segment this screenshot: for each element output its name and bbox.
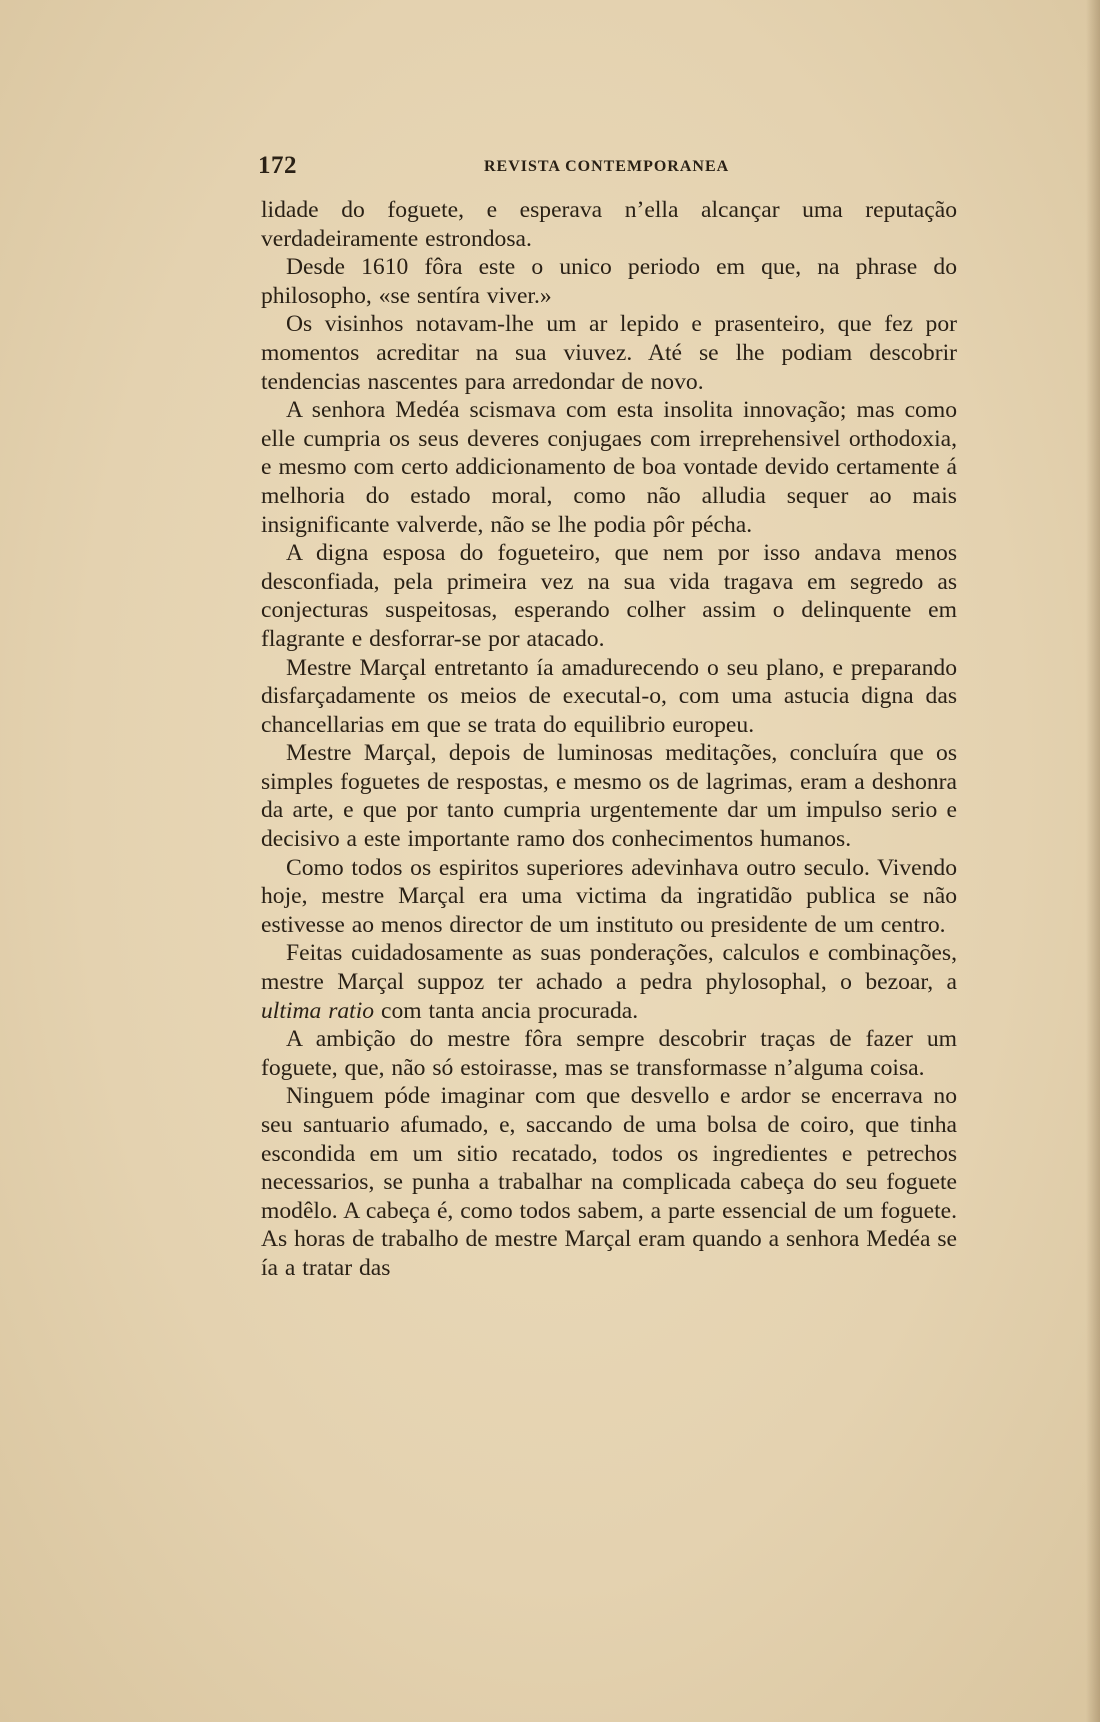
paragraph: Os visinhos notavam-lhe um ar lepido e prasenteiro, que fez por momentos acreditar na sua viuvez. Até se lhe podiam descobrir tendencias nascentes para arredondar de novo. [261, 311, 957, 395]
paragraph: Mestre Marçal entretanto ía amadurecendo o seu plano, e preparando disfarçadamente os meios de executal-o, com uma astucia digna das chancellarias em que se trata do equilibrio europeu. [261, 654, 957, 738]
italic-phrase: ultima ratio [261, 997, 375, 1024]
paragraph: Desde 1610 fôra este o unico periodo em que, na phrase do philosopho, «se sentíra viver.» [261, 254, 957, 309]
running-title: REVISTA CONTEMPORANEA [484, 158, 730, 175]
page-header [258, 152, 958, 182]
paragraph: A digna esposa do fogueteiro, que nem por isso andava menos desconfiada, pela primeira vez na sua vida tragava em segredo as conjecturas suspeitosas, esperando colher assim o delinquente em flagrante e desforrar-se por atacado. [261, 540, 957, 652]
paragraph: Ninguem póde imaginar com que desvello e ardor se encerrava no seu santuario afumado, e, saccando de uma bolsa de coiro, que tinha escondida em um sitio recatado, todos os ingredientes e petrechos necessarios, se punha a trabalhar na complicada cabeça do seu foguete modêlo. A cabeça é, como todos sabem, a parte essencial de um foguete. As horas de trabalho de mestre Marçal eram quando a senhora Medéa se ía a tratar das [261, 1083, 957, 1281]
paragraph-with-italic [261, 939, 957, 1025]
paragraph: Mestre Marçal, depois de luminosas meditações, concluíra que os simples foguetes de respostas, e mesmo os de lagrimas, eram a deshonra da arte, e que por tanto cumpria urgentemente dar um impulso serio e decisivo a este importante ramo dos conhecimentos humanos. [261, 740, 957, 853]
paragraph: A senhora Medéa scismava com esta insolita innovação; mas como elle cumpria os seus deveres conjugaes com irreprehensivel orthodoxia, e mesmo com certo addicionamento de boa vontade devido certamente á melhoria do estado moral, como não alludia sequer ao mais insignificante valverde, não se lhe podia pôr pécha. [261, 397, 957, 538]
page-number: 172 [258, 152, 297, 179]
paragraph: A ambição do mestre fôra sempre descobrir traças de fazer um foguete, que, não só estoirasse, mas se transformasse n’alguma coisa. [261, 1026, 957, 1081]
body-text [261, 196, 957, 1283]
paragraph-text-after: com tanta ancia procurada. [374, 997, 639, 1024]
paragraph: Como todos os espiritos superiores adevinhava outro seculo. Vivendo hoje, mestre Marçal era uma victima da ingratidão publica se não estivesse ao menos director de um instituto ou presidente de um centro. [261, 854, 957, 938]
paragraph-continued: lidade do foguete, e esperava n’ella alcançar uma reputação verdadeiramente estrondosa. [261, 197, 957, 252]
page-edge-shadow [1086, 0, 1100, 1722]
paragraph-text-before: Feitas cuidadosamente as suas ponderações, calculos e combinações, mestre Marçal suppoz ter achado a pedra phylosophal, o bezoar, a [261, 940, 957, 996]
